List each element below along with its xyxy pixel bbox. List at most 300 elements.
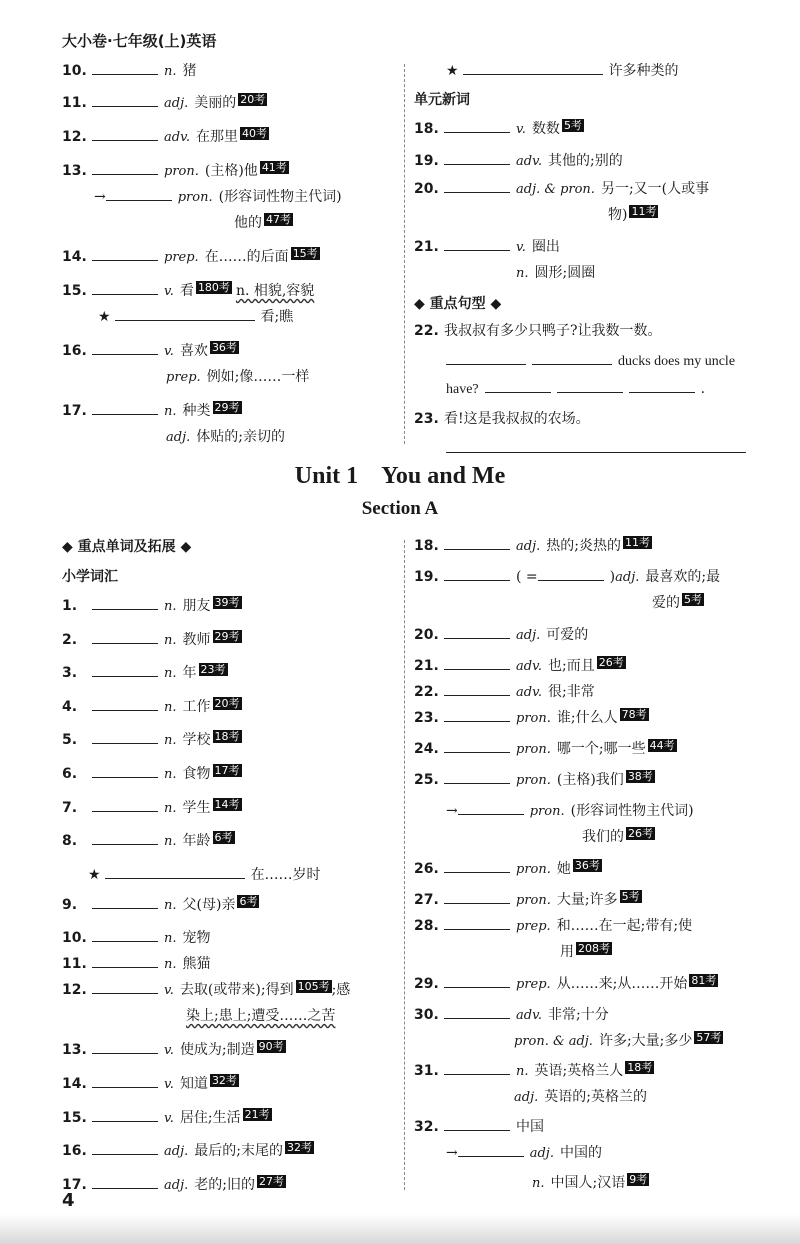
word-entry (414, 738, 754, 769)
second-sense (414, 1172, 754, 1202)
word-entry (62, 763, 402, 797)
entry-number: 5. (62, 732, 78, 749)
answer-blank[interactable] (92, 60, 158, 75)
sentence-question (414, 408, 754, 438)
equals-sign: ( = (516, 569, 538, 585)
entry-number: 25. (414, 772, 439, 788)
answer-blank[interactable] (444, 915, 510, 930)
page-corner-shadow (0, 1214, 800, 1244)
word-entry (414, 915, 754, 941)
answer-blank[interactable] (92, 92, 158, 107)
answer-line (414, 438, 754, 464)
answer-blank[interactable] (444, 624, 510, 639)
part-of-speech: n. (164, 599, 177, 614)
word-entry (62, 280, 402, 306)
answer-blank[interactable] (92, 126, 158, 141)
sentence-question (414, 320, 754, 350)
derived-entry (414, 800, 754, 826)
phrase-entry (414, 60, 754, 88)
word-entry (62, 126, 402, 160)
star-icon: ★ (88, 866, 101, 883)
exam-count-badge: 18考 (627, 1061, 653, 1074)
entry-number: 17. (62, 403, 87, 419)
exam-count-badge: 27考 (258, 1174, 284, 1188)
definition: 知道 (179, 1075, 208, 1092)
entry-number: 10. (62, 930, 87, 947)
word-entry (62, 927, 402, 953)
exam-count-badge: 6考 (239, 894, 258, 908)
paren-close: ) (609, 569, 616, 585)
answer-blank[interactable] (444, 236, 510, 251)
part-of-speech: adj. (514, 1090, 539, 1105)
answer-blank[interactable] (458, 1142, 524, 1157)
section-title: Section A (361, 498, 439, 519)
definition: 圆形;圆圈 (534, 265, 596, 281)
word-entry (62, 830, 402, 864)
word-entry (62, 797, 402, 831)
answer-blank[interactable] (92, 696, 158, 711)
part-of-speech: pron. (164, 164, 199, 179)
word-entry (414, 624, 754, 655)
definition: 看 (179, 283, 194, 299)
page-number: 4 (62, 1190, 75, 1211)
entry-number: 30. (414, 1007, 439, 1023)
definition: 也;而且 (548, 658, 595, 674)
definition: 居住;生活 (179, 1109, 241, 1126)
definition: 食物 (182, 765, 211, 782)
part-of-speech: adv. (516, 685, 543, 700)
question-text: 看!这是我叔叔的农场。 (444, 411, 590, 427)
answer-blank[interactable] (92, 830, 158, 845)
definition: 教师 (182, 631, 211, 648)
part-of-speech: n. (516, 266, 529, 281)
entry-number: 24. (414, 741, 439, 757)
diamond-icon: ◆ (414, 296, 425, 312)
definition: 使成为;制造 (179, 1042, 255, 1059)
answer-line (414, 378, 754, 408)
diamond-icon: ◆ (180, 539, 192, 555)
answer-blank[interactable] (446, 350, 526, 365)
definition-cont: 用 (560, 944, 574, 960)
answer-blank[interactable] (92, 662, 158, 677)
entry-number: 16. (62, 1143, 87, 1160)
part-of-speech: adj. (166, 430, 191, 445)
answer-blank[interactable] (92, 280, 158, 295)
word-entry (414, 178, 754, 204)
exam-count-badge: 26考 (628, 827, 653, 840)
word-entry (414, 707, 754, 738)
definition-cont: 爱的 (652, 595, 680, 611)
word-entry (414, 769, 754, 800)
part-of-speech: pron. (516, 862, 551, 877)
exam-count-badge: 40考 (242, 127, 268, 140)
exam-count-badge: 180考 (197, 281, 230, 294)
sentence-fragment: ducks does my uncle (618, 354, 736, 369)
definition: 大量;许多 (556, 892, 618, 908)
part-of-speech: pron. (516, 893, 551, 908)
word-entry (62, 595, 402, 629)
entry-number: 7. (62, 799, 78, 816)
definition: 从……来;从……开始 (556, 976, 688, 992)
answer-blank[interactable] (92, 763, 158, 778)
entry-number: 10. (62, 63, 87, 79)
definition: 许多;大量;多少 (598, 1033, 693, 1049)
definition: 年 (182, 665, 197, 682)
definition: 熊猫 (182, 956, 211, 973)
word-entry (62, 1039, 402, 1073)
answer-blank[interactable] (92, 400, 158, 415)
exam-count-badge: 32考 (211, 1073, 237, 1087)
answer-blank[interactable] (629, 378, 695, 393)
definition-cont: 他的 (234, 215, 262, 231)
definition: 工作 (182, 698, 211, 715)
part-of-speech: n. (164, 699, 177, 715)
definition: 年龄 (182, 833, 211, 850)
definition: 很;非常 (548, 684, 595, 700)
word-entry (62, 1107, 402, 1141)
part-of-speech: adj. (529, 1146, 554, 1161)
definition: 学生 (182, 799, 211, 816)
entry-number: 13. (62, 1042, 87, 1059)
answer-blank[interactable] (92, 246, 158, 261)
entry-number: 9. (62, 896, 78, 913)
part-of-speech: n. (164, 931, 177, 947)
exam-count-badge: 44考 (649, 739, 675, 752)
exam-count-badge: 9考 (629, 1173, 648, 1186)
answer-blank[interactable] (444, 150, 510, 165)
word-entry (414, 1060, 754, 1086)
answer-blank[interactable] (92, 629, 158, 644)
definition-cont: 物) (608, 207, 628, 223)
entry-number: 15. (62, 283, 87, 299)
answer-blank[interactable] (92, 1073, 158, 1088)
answer-blank[interactable] (92, 797, 158, 812)
part-of-speech: pron. & adj. (514, 1034, 593, 1049)
part-of-speech: v. (164, 344, 174, 359)
part-of-speech: adj. (164, 96, 189, 111)
answer-blank[interactable] (105, 864, 245, 879)
column-divider-top (404, 64, 405, 444)
entry-number: 23. (414, 710, 439, 726)
entry-number: 15. (62, 1109, 87, 1126)
definition: 在……岁时 (250, 866, 321, 883)
entry-number: 20. (414, 627, 439, 643)
answer-blank[interactable] (485, 378, 551, 393)
exam-count-badge: 6考 (214, 831, 233, 845)
entry-number: 22. (414, 684, 439, 700)
definition: 其他的;别的 (548, 153, 623, 169)
definition: 和……在一起;带有;使 (556, 918, 693, 934)
word-entry (414, 655, 754, 681)
definition: (形容词性物主代词) (570, 803, 694, 819)
subheading-key-words (62, 535, 402, 565)
definition: 非常;十分 (548, 1007, 609, 1023)
answer-blank[interactable] (92, 595, 158, 610)
answer-blank[interactable] (444, 655, 510, 670)
entry-number: 12. (62, 982, 87, 999)
subheading-new-words: 单元新词 (414, 92, 470, 108)
word-entry (62, 1073, 402, 1107)
answer-blank[interactable] (92, 953, 158, 968)
definition: 父(母)亲 (182, 896, 236, 913)
exam-count-badge: 17考 (214, 763, 240, 777)
part-of-speech: n. (164, 834, 177, 850)
answer-blank[interactable] (444, 566, 510, 581)
second-sense (414, 1030, 754, 1060)
answer-blank[interactable] (458, 800, 524, 815)
star-icon: ★ (446, 63, 459, 79)
part-of-speech: n. (516, 1064, 529, 1079)
definition: 英语;英格兰人 (534, 1063, 624, 1079)
definition: 去取(或带来);得到 (179, 982, 294, 999)
derived-entry (414, 1142, 754, 1172)
second-sense (62, 366, 402, 400)
entry-number: 14. (62, 1075, 87, 1092)
definition: 看;瞧 (260, 309, 294, 325)
part-of-speech: v. (164, 284, 174, 299)
derived-entry-cont (62, 212, 402, 246)
answer-blank[interactable] (444, 1004, 510, 1019)
arrow-icon: → (446, 803, 458, 819)
answer-blank[interactable] (444, 178, 510, 193)
definition: 中国的 (559, 1145, 602, 1161)
entry-number: 12. (62, 129, 87, 145)
answer-blank[interactable] (92, 729, 158, 744)
definition: 英语的;英格兰的 (544, 1089, 647, 1105)
part-of-speech: v. (164, 983, 174, 999)
answer-blank[interactable] (92, 1140, 158, 1155)
exam-count-badge: 105考 (297, 980, 330, 994)
exam-count-badge: 39考 (214, 596, 240, 609)
exam-count-badge: 18考 (214, 730, 240, 744)
entry-number: 11. (62, 95, 87, 111)
definition: 朋友 (182, 598, 211, 614)
definition-cont-row (414, 204, 754, 236)
answer-blank[interactable] (92, 160, 158, 175)
answer-blank[interactable] (463, 60, 603, 75)
part-of-speech: adv. (164, 130, 191, 145)
entry-number: 14. (62, 249, 87, 265)
exam-count-badge: 11考 (631, 205, 657, 218)
diamond-icon: ◆ (62, 539, 73, 555)
exam-count-badge: 32考 (286, 1141, 312, 1155)
part-of-speech: adj. (516, 539, 541, 554)
word-entry (62, 400, 402, 426)
answer-blank[interactable] (92, 894, 158, 909)
top-right-column (414, 60, 754, 464)
answer-blank[interactable] (446, 438, 746, 453)
word-entry (414, 1116, 754, 1142)
word-entry (62, 60, 402, 92)
page-header: 大小卷·七年级(上)英语 (62, 32, 217, 50)
word-entry (414, 236, 754, 262)
word-entry (414, 973, 754, 1004)
exam-count-badge: 90考 (258, 1040, 284, 1054)
answer-blank[interactable] (92, 1039, 158, 1054)
exam-count-badge: 81考 (691, 974, 717, 987)
answer-blank[interactable] (444, 1060, 510, 1075)
word-entry (62, 662, 402, 696)
entry-number: 18. (414, 121, 439, 137)
part-of-speech: adv. (516, 1008, 543, 1023)
entry-number: 32. (414, 1119, 439, 1135)
exam-count-badge: 38考 (627, 770, 653, 783)
answer-blank[interactable] (444, 118, 510, 133)
part-of-speech: n. (164, 957, 177, 973)
answer-blank[interactable] (444, 738, 510, 753)
definition: 热的;炎热的 (546, 538, 621, 554)
exam-count-badge: 29考 (214, 401, 240, 414)
exam-count-badge: 20考 (214, 696, 240, 710)
part-of-speech: adj. (164, 1144, 189, 1160)
key-sentences-label: 重点句型 (429, 296, 486, 312)
answer-blank[interactable] (444, 681, 510, 696)
part-of-speech: n. (164, 64, 177, 79)
word-entry (414, 1004, 754, 1030)
definition: 在那里 (196, 129, 239, 145)
definition: 最喜欢的;最 (645, 569, 721, 585)
exam-count-badge: 57考 (696, 1031, 722, 1044)
word-entry (62, 1174, 402, 1208)
definition: (形容词性物主代词) (218, 189, 342, 205)
vocab-list (414, 535, 754, 1202)
definition-cont-row (414, 592, 754, 624)
answer-blank[interactable] (92, 1174, 158, 1189)
answer-blank[interactable] (538, 566, 604, 581)
definition: 圈出 (531, 239, 560, 255)
answer-blank[interactable] (532, 350, 612, 365)
answer-blank[interactable] (557, 378, 623, 393)
definition: 喜欢 (179, 343, 208, 359)
word-entry (414, 681, 754, 707)
exam-count-badge: 36考 (211, 341, 237, 354)
answer-blank[interactable] (92, 927, 158, 942)
entry-number: 11. (62, 956, 87, 973)
word-entry (62, 894, 402, 928)
exam-count-badge: 78考 (621, 708, 647, 721)
entry-number: 20. (414, 181, 439, 197)
part-of-speech: adj. & pron. (516, 182, 595, 197)
entry-number: 31. (414, 1063, 439, 1079)
word-entry (62, 160, 402, 186)
part-of-speech: n. (164, 800, 177, 816)
definition: 哪一个;哪一些 (556, 741, 646, 757)
exam-count-badge: 5考 (621, 890, 640, 903)
definition: 宠物 (182, 930, 211, 947)
word-entry (62, 696, 402, 730)
definition: 学校 (182, 732, 211, 749)
column-divider-bottom (404, 540, 405, 1190)
subheading-primary-vocab: 小学词汇 (62, 569, 118, 585)
part-of-speech: prep. (164, 250, 199, 265)
word-entry (62, 1140, 402, 1174)
entry-number: 17. (62, 1176, 87, 1193)
word-entry (414, 118, 754, 150)
entry-number: 22. (414, 323, 439, 339)
bottom-left-column (62, 535, 402, 1207)
answer-blank[interactable] (92, 340, 158, 355)
answer-blank[interactable] (444, 858, 510, 873)
part-of-speech: adj. (516, 628, 541, 643)
definition: 中国 (516, 1119, 544, 1135)
word-entry (414, 858, 754, 889)
answer-blank[interactable] (444, 889, 510, 904)
word-entry (62, 953, 402, 979)
entry-number: 16. (62, 343, 87, 359)
definition-cont-row (414, 826, 754, 858)
entry-number: 13. (62, 163, 87, 179)
definition: 老的;旧的 (194, 1176, 255, 1193)
entry-number: 2. (62, 631, 78, 648)
answer-line (414, 350, 754, 378)
part-of-speech: adv. (516, 659, 543, 674)
answer-blank[interactable] (444, 769, 510, 784)
exam-count-badge: 208考 (578, 942, 610, 955)
answer-blank[interactable] (444, 973, 510, 988)
word-entry (414, 535, 754, 566)
answer-blank[interactable] (444, 535, 510, 550)
answer-blank[interactable] (106, 186, 172, 201)
part-of-speech: n. (164, 766, 177, 782)
definition: 另一;又一(人或事 (600, 181, 710, 197)
entry-number: 3. (62, 665, 78, 682)
answer-blank[interactable] (115, 306, 255, 321)
definition: 数数 (531, 121, 560, 137)
definition: 谁;什么人 (556, 710, 618, 726)
exam-count-badge: 26考 (598, 656, 624, 669)
answer-blank[interactable] (92, 1107, 158, 1122)
part-of-speech: pron. (529, 804, 565, 819)
entry-number: 21. (414, 239, 439, 255)
entry-number: 27. (414, 892, 439, 908)
answer-blank[interactable] (444, 707, 510, 722)
definition-tail: ;感 (331, 982, 351, 999)
exam-count-badge: 20考 (240, 93, 266, 106)
period: . (700, 381, 706, 397)
definition: 可爱的 (546, 627, 589, 643)
part-of-speech: n. (164, 897, 177, 913)
entry-number: 29. (414, 976, 439, 992)
part-of-speech: adj. (164, 1177, 189, 1193)
derived-entry (62, 186, 402, 212)
definition: 在……的后面 (204, 249, 289, 265)
entry-number: 4. (62, 698, 78, 715)
part-of-speech: pron. (177, 190, 213, 205)
word-entry (62, 340, 402, 366)
word-entry (62, 246, 402, 280)
word-entry (62, 979, 402, 1005)
entry-number: 6. (62, 765, 78, 782)
exam-count-badge: 14考 (214, 797, 240, 811)
entry-number: 1. (62, 598, 78, 614)
exam-count-badge: 36考 (574, 859, 600, 872)
part-of-speech: n. (164, 666, 177, 682)
part-of-speech: prep. (516, 919, 551, 934)
entry-number: 19. (414, 569, 439, 585)
word-entry (414, 150, 754, 178)
exam-count-badge: 11考 (624, 536, 650, 549)
part-of-speech: pron. (516, 742, 551, 757)
sentence-fragment: have? (446, 382, 479, 397)
answer-blank[interactable] (92, 979, 158, 994)
answer-blank[interactable] (444, 1116, 510, 1131)
entry-number: 23. (414, 411, 439, 427)
part-of-speech: prep. (516, 977, 551, 992)
word-entry (414, 566, 754, 592)
definition: (主格)他 (204, 163, 258, 179)
arrow-icon: → (446, 1145, 458, 1161)
exam-count-badge: 47考 (266, 213, 291, 226)
